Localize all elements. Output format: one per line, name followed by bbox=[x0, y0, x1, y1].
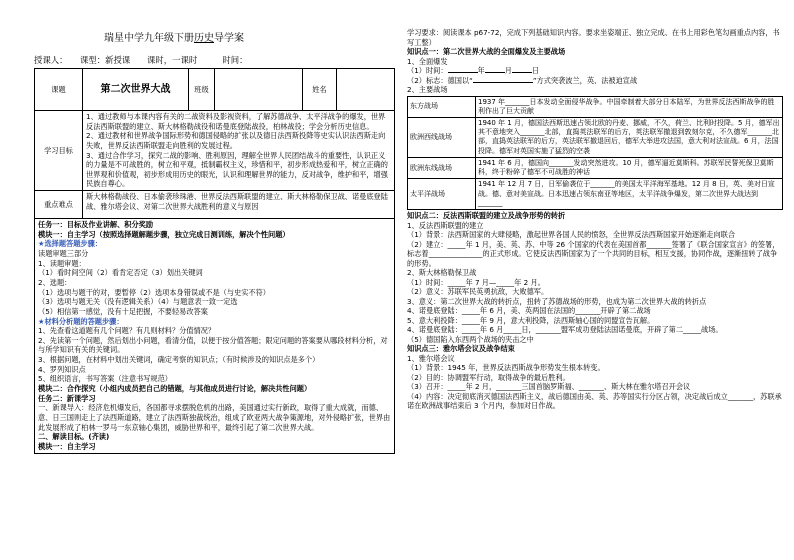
right-content bbox=[407, 28, 783, 411]
class-value bbox=[215, 69, 303, 111]
title-prefix: 瑞星中学九年级下册 bbox=[104, 33, 194, 44]
task-line: 任务一：目标及作业讲解、积分奖励 bbox=[38, 220, 154, 230]
knowledge-line: （1）时间：_____年 7 月—_____年 2 月。 bbox=[407, 277, 545, 287]
task-line: （1）选项与题干的对，要暂停（2）选项本身错误或不是（与史实不符） bbox=[38, 287, 270, 297]
battlefield-label: 太平洋战场 bbox=[408, 179, 476, 210]
task-line: 3、根据问题，在材料中划出关键词，确定考察的知识点；（有时候涉及的知识点是多个） bbox=[38, 355, 320, 365]
knowledge-line: （3）召开：_____年 2 月，_______三国首脑罗斯福、_______、斯大林在雅尔塔召开会议 bbox=[407, 382, 691, 392]
difficulty-content: 斯大林格勒战役、日本偷袭珍珠港、世界反法西斯联盟的建立、斯大林格勒保卫战、诺曼底登陆战、雅尔塔会议、对第二次世界大战胜利的意义与原因 bbox=[83, 191, 395, 219]
battlefield-text: 1937 年_______日本发动全面侵华战争。中国牵制着大部分日本陆军，为世界反法西斯战争的胜利作出了巨大贡献 bbox=[476, 96, 783, 117]
knowledge-point-2: 知识点二：反法西斯联盟的建立及战争形势的转折 bbox=[407, 211, 566, 221]
knowledge-line: 2、斯大林格勒保卫战 bbox=[407, 268, 477, 278]
lesson-info: 授课人： 课型：新授课 课时，一课时 时间： bbox=[34, 55, 248, 65]
knowledge-line: 5、意大利投降：_____年 9 月，意大利投降，法西斯轴心国的同盟宣告瓦解。 bbox=[407, 315, 655, 325]
topic-row bbox=[35, 69, 395, 111]
k1-sign: （2）标志：德国以“ ”方式突袭波兰，英、法被迫宣战 bbox=[407, 75, 638, 85]
knowledge-line: （2）意义：苏联军民英勇抗敌，大败德军。 bbox=[407, 287, 549, 297]
k1-sub2: 2、主要战场 bbox=[407, 85, 448, 94]
knowledge-line: 4、诺曼底登陆：_____年 6 月，美、英两国在法国的_______开辟了第二战场 bbox=[407, 306, 651, 316]
task-line: 1、读题审题： bbox=[38, 258, 86, 268]
knowledge-line: （2）建立：_____年 1 月，美、英、苏、中等 26 个国家的代表在美国首都_______签署了《联合国家宣言》的签署，标志着_______________的正式形成。它使反法西斯国家为了一个共同的目标，相互支援，协同作战，逐渐扭转了战争的形势。 bbox=[407, 239, 780, 268]
document-title bbox=[104, 32, 244, 45]
battlefield-row bbox=[408, 117, 783, 157]
tasks-row bbox=[35, 219, 395, 453]
knowledge-line: 3、意义：第二次世界大战的转折点，扭转了苏德战场的形势，也成为第二次世界大战的转折点 bbox=[407, 296, 707, 306]
goal-3: 3、通过合作学习，探究二战的影响、胜利原因，理解全世界人民团结战斗的重要性，认识正义的力量是不可战胜的，树立和平观，抵制霸权主义，珍惜和平，初步形成热爱和平，树立正确的世界观和价值观，初步形成用历史的眼光，认识和理解世界的能力，反对战争，维护和平，增强民族自尊心。 bbox=[86, 150, 388, 189]
task-line: （1）看时间空间（2）看肯定否定（3）划出关键词 bbox=[38, 268, 203, 278]
battlefield-label: 欧洲西线战场 bbox=[408, 117, 476, 157]
task-line: 任务二：新课学习 bbox=[38, 393, 96, 403]
title-suffix: 导学案 bbox=[214, 33, 244, 44]
task-line: 2、选题： bbox=[38, 277, 72, 287]
task-line: 4、罗列知识点 bbox=[38, 364, 86, 374]
lesson-plan-table bbox=[34, 68, 395, 454]
knowledge-point-1: 知识点一：第二次世界大战的全面爆发及主要战场 bbox=[407, 47, 566, 56]
battlefield-row bbox=[408, 157, 783, 178]
k1-time: （1）时间： 年 月 日 bbox=[407, 66, 540, 75]
right-page bbox=[397, 0, 794, 560]
goals-row bbox=[35, 111, 395, 191]
knowledge-line: （1）背景：法西斯国家的大肆侵略，激起世界各国人民的愤怒，全世界反法西斯国家开始逐渐走向联合 bbox=[407, 230, 736, 240]
knowledge-line: 1、反法西斯联盟的建立 bbox=[407, 220, 484, 230]
study-requirement: 学习要求：阅读课本 p67-72，完成下列基础知识内容。要求坐姿端正、独立完成、在书上用彩色笔勾画重点内容，书写工整） bbox=[407, 28, 780, 47]
topic-label: 课题 bbox=[35, 69, 83, 111]
knowledge-line: （1）背景：1945 年，世界反法西斯战争形势发生根本转变。 bbox=[407, 363, 605, 373]
knowledge-line: （4）内容：决定彻底消灭德国法西斯主义，战后德国由美、英、苏等国实行分区占领，决定战后成立_______，苏联承诺在欧洲战事结束后 3 个月内，参加对日作战。 bbox=[407, 391, 782, 411]
knowledge-line: （5）德国陷入东西两个战场的夹击之中 bbox=[407, 334, 534, 344]
task-line: （3）选项与题无关（没有逻辑关系）（4）与题意表一致一定选 bbox=[38, 297, 238, 307]
task-line: （5）相信第一感觉，没有十足把握，不要轻易改答案 bbox=[38, 306, 208, 316]
title-subject: 历史 bbox=[194, 33, 214, 44]
task-line: ★材料分析题的答题步骤： bbox=[38, 316, 124, 326]
task-line: 1、先查看这道题有几个问题？有几则材料？分值情况？ bbox=[38, 326, 216, 336]
goal-1: 1、通过教师与本课内容有关的二战资料及影视资料，了解苏德战争、太平洋战争的爆发，世界反法西斯联盟的建立、斯大林格勒战役和诺曼底登陆战役，柏林战役；学会分析历史信息。 bbox=[86, 112, 386, 131]
task-line: 2、先读第一个问题，然后划出小问题，看清分值，以便于按分值答题；限定问题的答案要从哪段材料分析，对与所学知识有关的关键词。 bbox=[38, 335, 388, 355]
battlefield-text: 1941 年 12 月 7 日，日军偷袭位于_______的美国太平洋海军基地。12 月 8 日，英、美对日宣战。德、意对美宣战。日本迅速占领东南亚等地区，太平洋战争爆发，第二次世界大战达到_______ bbox=[476, 179, 783, 210]
knowledge-point-3: 知识点三：雅尔塔会议及战争结束 bbox=[407, 344, 515, 354]
task-line: ★选择题答题步骤： bbox=[38, 239, 102, 249]
k2-content bbox=[407, 221, 783, 345]
name-label: 姓名 bbox=[303, 69, 337, 111]
goal-2: 2、通过教材和世界战争国际形势和德国侵略的扩张以及德日法西斯投降等史实认识法西斯走向失败，世界反法西斯联盟走向胜利的发展过程。 bbox=[86, 131, 386, 150]
battlefield-row bbox=[408, 96, 783, 117]
tasks-content bbox=[35, 219, 395, 453]
battlefield-label: 东方战场 bbox=[408, 96, 476, 117]
difficulty-row bbox=[35, 191, 395, 219]
task-line: 5、组织语言，书写答案（注意书写规范） bbox=[38, 374, 172, 384]
task-line: 模块一：自主学习（按照选择题解题步骤，独立完成日测训练，解决个性问题） bbox=[38, 229, 290, 239]
task-line: 模块二：合作探究（小组内成员把自己的错题，与其他成员进行讨论，解决共性问题） bbox=[38, 384, 312, 394]
name-value bbox=[337, 69, 395, 111]
knowledge-line: 4、诺曼底登陆：_____年 6 月_____日，_______盟军成功登陆法国诺曼底，开辟了第二_____战场。 bbox=[407, 325, 723, 335]
task-line: 二、解读目标。(齐读) bbox=[38, 432, 110, 442]
k3-content bbox=[407, 354, 783, 411]
goals-content bbox=[83, 111, 395, 191]
knowledge-line: 1、雅尔塔会议 bbox=[407, 353, 455, 363]
battlefield-text: 1940 年 1 月，德国法西斯迅速占领北欧的丹麦、挪威，不久，荷兰、比利时投降。5 月，德军出其不意地突入_______北部，直捣英法联军的后方，英法联军撤退到敦刻尔克，不久德军_______北部，直捣英法联军的后方，英法联军撤退回后，德军大举进攻法国，意大利对法宣战。6 月，法国投降。德军对英国实施了猛烈的空袭 bbox=[476, 117, 783, 157]
task-line: 模块一：自主学习 bbox=[38, 441, 96, 451]
battlefield-label: 欧洲东线战场 bbox=[408, 157, 476, 178]
battlefields-table bbox=[407, 96, 783, 211]
class-label: 班级 bbox=[189, 69, 215, 111]
topic-value: 第二次世界大战 bbox=[83, 69, 189, 111]
task-line: 读题审题三部分 bbox=[38, 249, 89, 259]
difficulty-label: 重点难点 bbox=[35, 191, 83, 219]
k1-sub1: 1、全面爆发 bbox=[407, 56, 448, 66]
knowledge-line: （2）目的：协调盟军行动，取得战争的最后胜利。 bbox=[407, 372, 570, 382]
battlefield-text: 1941 年 6 月，德国向_______发动突然进攻。10 月，德军逼近莫斯科。苏联军民誓死保卫莫斯科，终于粉碎了德军不可战胜的神话 bbox=[476, 157, 783, 178]
task-line: 一、新课导入：经济危机爆发后，各国都寻求摆脱危机的出路，美国通过实行新政，取得了重大成就，而德、意、日三国则走上了法西斯道路，建立了法西斯独裁统治，组成了欧亚两大战争策源地，对外侵略扩张，世界由此发展形成了柏林一罗马一东京轴心集团，威胁世界和平，最终引起了第二次世界大战。 bbox=[38, 403, 391, 432]
goals-label: 学习目标 bbox=[35, 111, 83, 191]
battlefield-row bbox=[408, 179, 783, 210]
